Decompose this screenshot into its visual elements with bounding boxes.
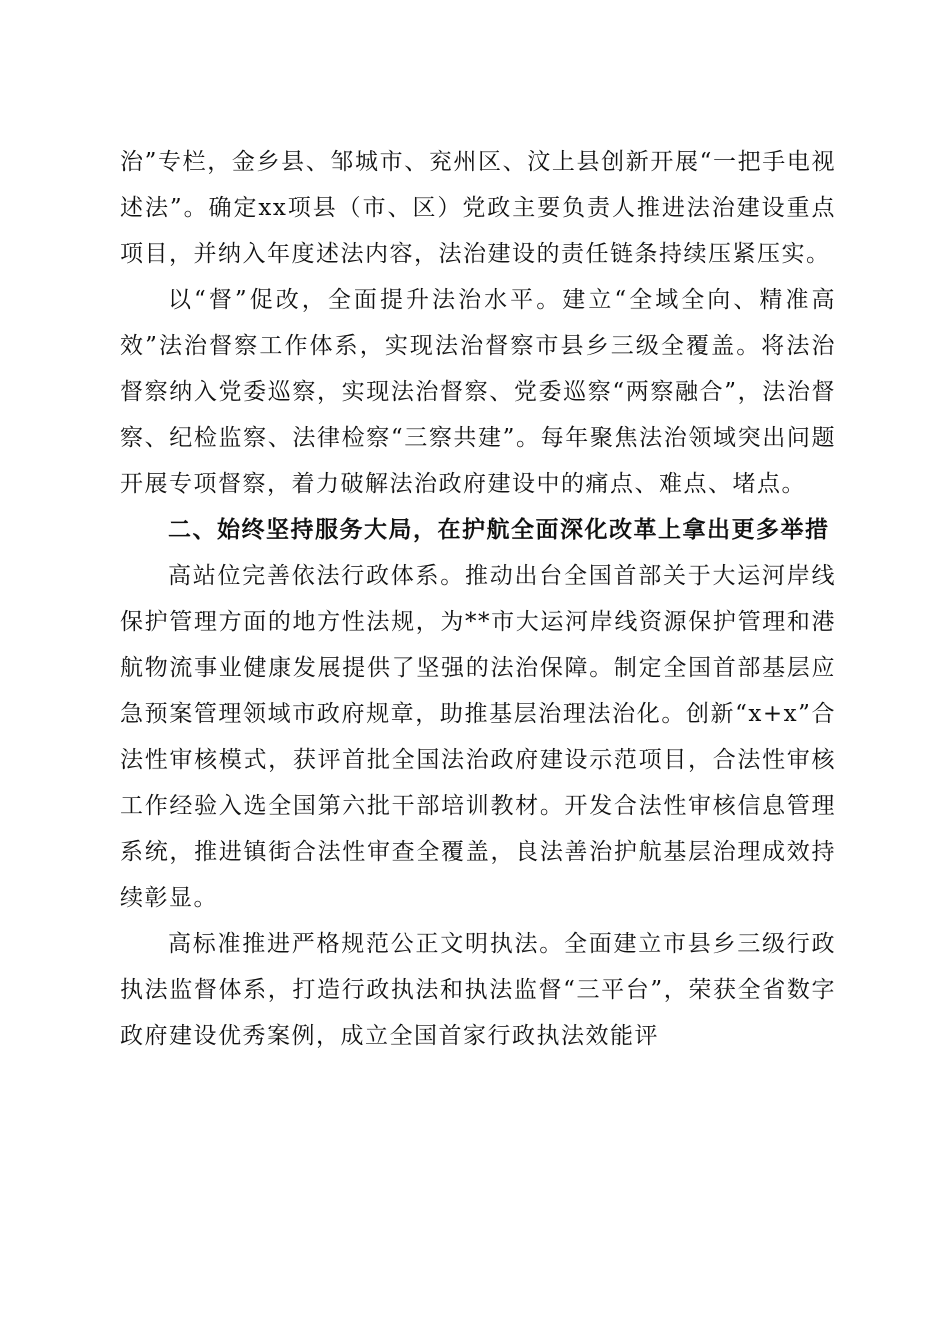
paragraph-law-enforcement: 高标准推进严格规范公正文明执法。全面建立市县乡三级行政执法监督体系，打造行政执法和执法监督“三平台”，荣获全省数字政府建设优秀案例，成立全国首家行政执法效能评 — [120, 931, 836, 1049]
section-heading: 二、始终坚持服务大局，在护航全面深化改革上拿出更多举措 — [168, 517, 830, 543]
paragraph-supervision: 以“督”促改，全面提升法治水平。建立“全域全向、精准高效”法治督察工作体系，实现法治督察市县乡三级全覆盖。将法治督察纳入党委巡察，实现法治督察、党委巡察“两察融合”，法治督察、纪检监察、法律检察“三察共建”。每年聚焦法治领域突出问题开展专项督察，着力破解法治政府建设中的痛点、难点、堵点。 — [120, 287, 836, 497]
paragraph-continuation: 治”专栏，金乡县、邹城市、兖州区、汶上县创新开展“一把手电视述法”。确定xx项县（市、区）党政主要负责人推进法治建设重点项目，并纳入年度述法内容，法治建设的责任链条持续压紧压实。 — [120, 149, 836, 267]
paragraph-administration-system: 高站位完善依法行政体系。推动出台全国首部关于大运河岸线保护管理方面的地方性法规，为**市大运河岸线资源保护管理和港航物流事业健康发展提供了坚强的法治保障。制定全国首部基层应急预案管理领域市政府规章，助推基层治理法治化。创新“x+x”合法性审核模式，获评首批全国法治政府建设示范项目，合法性审核工作经验入选全国第六批干部培训教材。开发合法性审核信息管理系统，推进镇街合法性审查全覆盖，良法善治护航基层治理成效持续彰显。 — [120, 563, 836, 911]
document-body — [120, 139, 836, 1059]
